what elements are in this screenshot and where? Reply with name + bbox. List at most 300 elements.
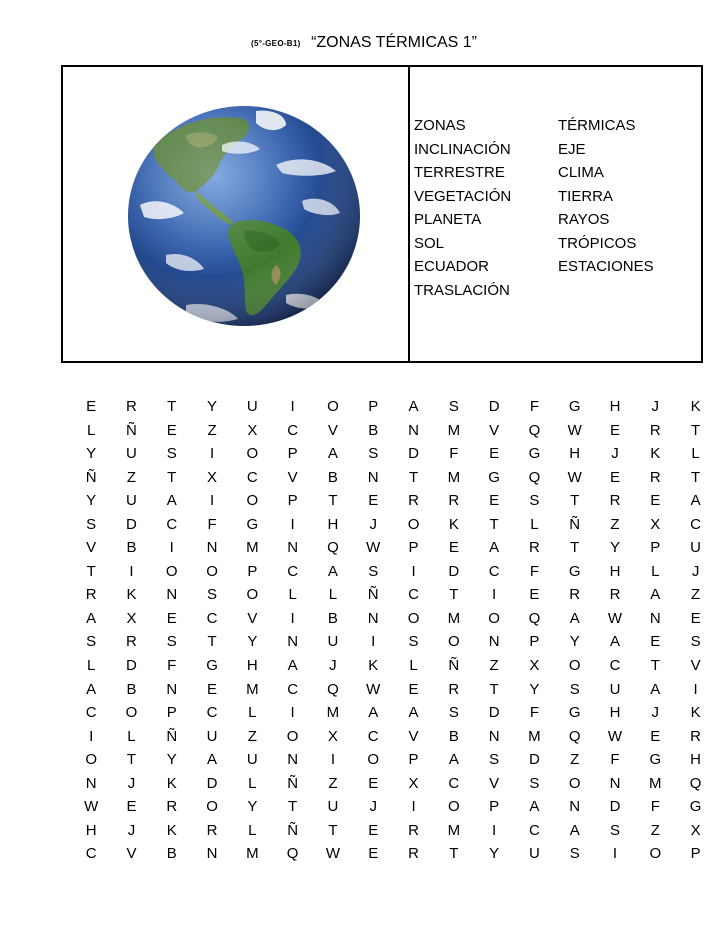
grid-letter[interactable]: D [448,562,460,580]
grid-letter[interactable]: T [449,845,459,863]
grid-letter[interactable]: Ñ [287,821,299,839]
grid-letter[interactable]: R [166,798,178,816]
grid-letter[interactable]: N [488,633,500,651]
grid-letter[interactable]: T [86,562,96,580]
grid-letter[interactable]: A [327,445,338,463]
grid-letter[interactable]: R [569,586,581,604]
grid-letter[interactable]: M [649,774,662,792]
grid-letter[interactable]: Z [650,821,660,839]
grid-letter[interactable]: O [407,609,420,627]
grid-letter[interactable]: P [287,445,298,463]
grid-letter[interactable]: I [492,586,497,604]
grid-letter[interactable]: R [408,492,419,510]
grid-letter[interactable]: I [209,492,215,510]
grid-letter[interactable]: S [207,586,218,604]
grid-letter[interactable]: F [529,398,539,415]
grid-letter[interactable]: K [166,821,177,839]
grid-letter[interactable]: N [367,609,379,627]
grid-letter[interactable]: B [448,727,459,745]
grid-letter[interactable]: P [650,539,661,557]
grid-letter[interactable]: V [287,468,298,486]
grid-letter[interactable]: O [206,562,218,580]
grid-letter[interactable]: T [691,421,701,439]
grid-letter[interactable]: P [489,798,500,816]
grid-letter[interactable]: P [690,845,701,863]
grid-letter[interactable]: E [86,398,97,415]
grid-letter[interactable]: U [528,845,540,863]
grid-letter[interactable]: F [650,798,660,816]
grid-letter[interactable]: Y [610,539,621,557]
grid-letter[interactable]: S [569,845,580,863]
grid-letter[interactable]: A [529,798,540,816]
grid-letter[interactable]: Y [86,492,97,510]
grid-letter[interactable]: Z [610,515,620,533]
grid-letter[interactable]: U [206,727,218,745]
grid-letter[interactable]: N [166,680,178,698]
grid-letter[interactable]: U [327,633,339,651]
grid-letter[interactable]: N [287,539,299,557]
grid-letter[interactable]: E [489,445,500,463]
grid-letter[interactable]: S [368,562,379,580]
grid-letter[interactable]: W [366,539,381,557]
grid-letter[interactable]: A [408,704,419,722]
grid-letter[interactable]: O [85,751,97,769]
grid-letter[interactable]: P [166,704,177,722]
grid-letter[interactable]: H [609,398,621,415]
grid-letter[interactable]: C [448,774,460,792]
grid-letter[interactable]: A [327,562,338,580]
grid-letter[interactable]: D [609,798,621,816]
grid-letter[interactable]: P [529,633,540,651]
grid-letter[interactable]: M [447,821,461,839]
grid-letter[interactable]: W [325,845,341,863]
grid-letter[interactable]: M [447,609,461,627]
grid-letter[interactable]: J [369,798,377,816]
grid-letter[interactable]: G [488,468,500,486]
grid-letter[interactable]: H [569,445,581,463]
grid-letter[interactable]: R [528,539,540,557]
grid-letter[interactable]: F [207,515,217,533]
grid-letter[interactable]: J [329,657,337,675]
grid-letter[interactable]: A [650,680,661,698]
grid-letter[interactable]: T [570,539,580,557]
grid-letter[interactable]: T [207,633,217,651]
grid-letter[interactable]: E [650,492,661,510]
grid-letter[interactable]: Z [207,421,217,439]
grid-letter[interactable]: G [206,657,218,675]
grid-letter[interactable]: W [84,798,99,816]
grid-letter[interactable]: V [408,727,419,745]
grid-letter[interactable]: J [369,515,377,533]
grid-letter[interactable]: G [568,562,581,580]
grid-letter[interactable]: Y [247,633,258,651]
grid-letter[interactable]: V [86,539,97,557]
grid-letter[interactable]: N [609,774,621,792]
grid-letter[interactable]: P [408,751,419,769]
grid-letter[interactable]: I [129,562,134,580]
grid-letter[interactable]: H [327,515,339,533]
grid-letter[interactable]: O [165,562,178,580]
grid-letter[interactable]: Q [528,468,541,486]
grid-letter[interactable]: W [567,468,582,486]
grid-letter[interactable]: O [447,798,460,816]
grid-letter[interactable]: S [610,821,621,839]
grid-letter[interactable]: T [126,751,137,769]
grid-letter[interactable]: K [690,398,701,415]
grid-letter[interactable]: O [447,633,460,651]
grid-letter[interactable]: G [568,398,581,415]
grid-letter[interactable]: X [207,468,218,486]
grid-letter[interactable]: J [611,445,619,463]
grid-letter[interactable]: S [569,680,580,698]
grid-letter[interactable]: O [125,704,138,722]
grid-letter[interactable]: V [489,774,500,792]
grid-letter[interactable]: S [408,633,419,651]
grid-letter[interactable]: B [327,468,338,486]
grid-letter[interactable]: L [248,704,257,722]
grid-letter[interactable]: I [290,398,295,415]
grid-letter[interactable]: Q [528,421,541,439]
grid-letter[interactable]: V [247,609,258,627]
grid-letter[interactable]: R [206,821,218,839]
grid-letter[interactable]: G [528,445,541,463]
grid-letter[interactable]: E [690,609,701,627]
grid-letter[interactable]: R [85,586,97,604]
grid-letter[interactable]: D [206,774,218,792]
grid-letter[interactable]: C [206,704,218,722]
grid-letter[interactable]: H [609,704,621,722]
grid-letter[interactable]: I [290,515,295,533]
grid-letter[interactable]: I [693,680,698,698]
grid-letter[interactable]: I [89,727,94,745]
grid-letter[interactable]: R [408,845,419,863]
grid-letter[interactable]: T [570,492,580,510]
grid-letter[interactable]: A [448,751,459,769]
grid-letter[interactable]: E [166,609,177,627]
grid-letter[interactable]: Y [569,633,580,651]
grid-letter[interactable]: N [367,468,379,486]
grid-letter[interactable]: L [127,727,136,745]
grid-letter[interactable]: U [246,751,258,769]
grid-letter[interactable]: O [649,845,662,863]
grid-letter[interactable]: A [287,657,298,675]
grid-letter[interactable]: C [246,468,258,486]
grid-letter[interactable]: A [610,633,621,651]
grid-letter[interactable]: Y [489,845,500,863]
grid-letter[interactable]: U [126,492,137,510]
grid-letter[interactable]: L [86,421,96,439]
grid-letter[interactable]: A [166,492,177,510]
grid-letter[interactable]: C [85,845,97,863]
grid-letter[interactable]: E [166,421,177,439]
grid-letter[interactable]: S [489,751,500,769]
grid-letter[interactable]: I [612,845,618,863]
grid-letter[interactable]: C [528,821,540,839]
grid-letter[interactable]: F [529,704,539,722]
grid-letter[interactable]: K [650,445,661,463]
grid-letter[interactable]: C [367,727,379,745]
grid-letter[interactable]: O [246,492,259,510]
grid-letter[interactable]: I [411,562,416,580]
grid-letter[interactable]: T [650,657,660,675]
grid-letter[interactable]: C [287,562,299,580]
grid-letter[interactable]: S [529,492,540,510]
grid-letter[interactable]: U [690,539,702,557]
grid-letter[interactable]: U [609,680,621,698]
grid-letter[interactable]: B [166,845,177,863]
grid-letter[interactable]: J [127,821,136,839]
grid-letter[interactable]: L [530,515,539,533]
grid-letter[interactable]: J [651,398,660,415]
grid-letter[interactable]: I [290,609,295,627]
grid-letter[interactable]: E [368,821,379,839]
grid-letter[interactable]: N [287,751,299,769]
grid-letter[interactable]: Z [570,751,580,769]
grid-letter[interactable]: O [246,445,259,463]
grid-letter[interactable]: S [690,633,701,651]
grid-letter[interactable]: L [248,774,257,792]
grid-letter[interactable]: Y [166,751,177,769]
grid-letter[interactable]: C [609,657,621,675]
grid-letter[interactable]: R [126,633,137,651]
grid-letter[interactable]: O [286,727,299,745]
grid-letter[interactable]: T [167,468,177,486]
grid-letter[interactable]: A [650,586,661,604]
grid-letter[interactable]: D [408,445,419,463]
grid-letter[interactable]: H [609,562,621,580]
grid-letter[interactable]: S [368,445,379,463]
grid-letter[interactable]: C [287,680,299,698]
grid-letter[interactable]: M [246,845,259,863]
grid-letter[interactable]: O [367,751,380,769]
grid-letter[interactable]: I [411,798,416,816]
grid-letter[interactable]: G [689,798,702,816]
grid-letter[interactable]: T [449,586,459,604]
grid-letter[interactable]: C [690,515,702,533]
grid-letter[interactable]: M [326,704,340,722]
grid-letter[interactable]: V [690,657,701,675]
grid-letter[interactable]: D [126,657,137,675]
grid-letter[interactable]: J [691,562,700,580]
grid-letter[interactable]: N [649,609,661,627]
grid-letter[interactable]: L [651,562,660,580]
grid-letter[interactable]: O [246,586,259,604]
grid-letter[interactable]: V [327,421,338,439]
grid-letter[interactable]: P [368,398,379,415]
grid-letter[interactable]: A [408,398,419,415]
grid-letter[interactable]: G [246,515,259,533]
grid-letter[interactable]: W [607,609,623,627]
grid-letter[interactable]: N [569,798,581,816]
grid-letter[interactable]: F [610,751,620,769]
grid-letter[interactable]: C [488,562,500,580]
grid-letter[interactable]: T [167,398,177,415]
grid-letter[interactable]: I [492,821,497,839]
grid-letter[interactable]: Z [328,774,338,792]
grid-letter[interactable]: Y [207,398,218,415]
grid-letter[interactable]: A [86,609,97,627]
grid-letter[interactable]: Ñ [367,586,379,604]
grid-letter[interactable]: U [327,798,339,816]
grid-letter[interactable]: A [86,680,97,698]
grid-letter[interactable]: G [568,704,581,722]
grid-letter[interactable]: Ñ [448,657,460,675]
grid-letter[interactable]: N [85,774,97,792]
grid-letter[interactable]: I [209,445,215,463]
grid-letter[interactable]: R [649,468,661,486]
grid-letter[interactable]: R [126,398,137,415]
grid-letter[interactable]: R [408,821,419,839]
grid-letter[interactable]: V [489,421,500,439]
grid-letter[interactable]: Z [489,657,499,675]
grid-letter[interactable]: X [650,515,661,533]
grid-letter[interactable]: P [247,562,258,580]
grid-letter[interactable]: D [488,704,500,722]
grid-letter[interactable]: S [448,704,459,722]
grid-letter[interactable]: V [126,845,137,863]
grid-letter[interactable]: E [610,468,621,486]
grid-letter[interactable]: S [166,633,177,651]
grid-letter[interactable]: Q [327,539,339,557]
grid-letter[interactable]: M [447,421,461,439]
grid-letter[interactable]: F [167,657,177,675]
grid-letter[interactable]: T [288,798,298,816]
grid-letter[interactable]: Ñ [126,421,137,439]
grid-letter[interactable]: M [447,468,461,486]
grid-letter[interactable]: E [126,798,137,816]
grid-letter[interactable]: L [328,586,338,604]
grid-letter[interactable]: Ñ [166,727,178,745]
grid-letter[interactable]: W [366,680,381,698]
grid-letter[interactable]: Z [247,727,257,745]
grid-letter[interactable]: T [408,468,419,486]
grid-letter[interactable]: A [368,704,379,722]
grid-letter[interactable]: Y [86,445,97,463]
grid-letter[interactable]: X [126,609,137,627]
grid-letter[interactable]: I [169,539,174,557]
grid-letter[interactable]: B [126,539,137,557]
grid-letter[interactable]: E [489,492,500,510]
grid-letter[interactable]: K [166,774,177,792]
grid-letter[interactable]: R [448,680,460,698]
grid-letter[interactable]: A [207,751,218,769]
grid-letter[interactable]: N [488,727,500,745]
grid-letter[interactable]: K [126,586,137,604]
grid-letter[interactable]: K [368,657,379,675]
grid-letter[interactable]: W [607,727,623,745]
grid-letter[interactable]: S [86,515,97,533]
grid-letter[interactable]: K [448,515,459,533]
grid-letter[interactable]: U [246,398,258,415]
grid-letter[interactable]: Q [528,609,541,627]
grid-letter[interactable]: X [327,727,338,745]
grid-letter[interactable]: B [126,680,137,698]
grid-letter[interactable]: A [569,821,580,839]
grid-letter[interactable]: E [368,774,379,792]
grid-letter[interactable]: E [610,421,621,439]
grid-letter[interactable]: Ñ [569,515,581,533]
grid-letter[interactable]: L [691,445,700,463]
grid-letter[interactable]: T [328,492,338,510]
grid-letter[interactable]: X [529,657,540,675]
grid-letter[interactable]: S [86,633,97,651]
grid-letter[interactable]: C [85,704,97,722]
grid-letter[interactable]: T [328,821,338,839]
grid-letter[interactable]: F [529,562,539,580]
grid-letter[interactable]: U [126,445,137,463]
grid-letter[interactable]: Ñ [287,774,299,792]
grid-letter[interactable]: D [488,398,500,415]
grid-letter[interactable]: Y [529,680,540,698]
grid-letter[interactable]: C [206,609,218,627]
grid-letter[interactable]: Q [689,774,702,792]
grid-letter[interactable]: H [690,751,702,769]
grid-letter[interactable]: S [529,774,540,792]
grid-letter[interactable]: P [408,539,419,557]
grid-letter[interactable]: J [651,704,660,722]
grid-letter[interactable]: G [649,751,662,769]
grid-letter[interactable]: S [448,398,459,415]
grid-letter[interactable]: A [569,609,580,627]
grid-letter[interactable]: M [246,680,259,698]
grid-letter[interactable]: B [327,609,338,627]
grid-letter[interactable]: Q [286,845,299,863]
grid-letter[interactable]: N [408,421,419,439]
grid-letter[interactable]: E [650,633,661,651]
grid-letter[interactable]: A [690,492,701,510]
grid-letter[interactable]: S [166,445,177,463]
grid-letter[interactable]: Z [126,468,137,486]
grid-letter[interactable]: R [609,492,621,510]
grid-letter[interactable]: F [449,445,459,463]
grid-letter[interactable]: Q [568,727,581,745]
grid-letter[interactable]: O [407,515,420,533]
grid-letter[interactable]: L [288,586,297,604]
grid-letter[interactable]: A [489,539,500,557]
grid-letter[interactable]: C [166,515,178,533]
grid-letter[interactable]: W [567,421,582,439]
grid-letter[interactable]: E [650,727,661,745]
grid-letter[interactable]: E [368,492,379,510]
grid-letter[interactable]: X [690,821,701,839]
grid-letter[interactable]: D [528,751,540,769]
grid-letter[interactable]: D [126,515,137,533]
grid-letter[interactable]: X [408,774,419,792]
grid-letter[interactable]: Ñ [85,468,97,486]
grid-letter[interactable]: E [529,586,540,604]
grid-letter[interactable]: X [247,421,258,439]
grid-letter[interactable]: E [368,845,379,863]
grid-letter[interactable]: K [690,704,701,722]
grid-letter[interactable]: O [488,609,500,627]
grid-letter[interactable]: N [287,633,299,651]
grid-letter[interactable]: T [489,680,499,698]
grid-letter[interactable]: T [691,468,701,486]
grid-letter[interactable]: E [207,680,218,698]
grid-letter[interactable]: L [248,821,257,839]
grid-letter[interactable]: L [409,657,418,675]
grid-letter[interactable]: R [448,492,460,510]
grid-letter[interactable]: R [649,421,661,439]
grid-letter[interactable]: O [568,774,581,792]
grid-letter[interactable]: Z [691,586,701,604]
grid-letter[interactable]: J [127,774,136,792]
grid-letter[interactable]: E [448,539,459,557]
grid-letter[interactable]: R [609,586,621,604]
grid-letter[interactable]: C [408,586,419,604]
grid-letter[interactable]: P [287,492,298,510]
grid-letter[interactable]: O [327,398,339,415]
